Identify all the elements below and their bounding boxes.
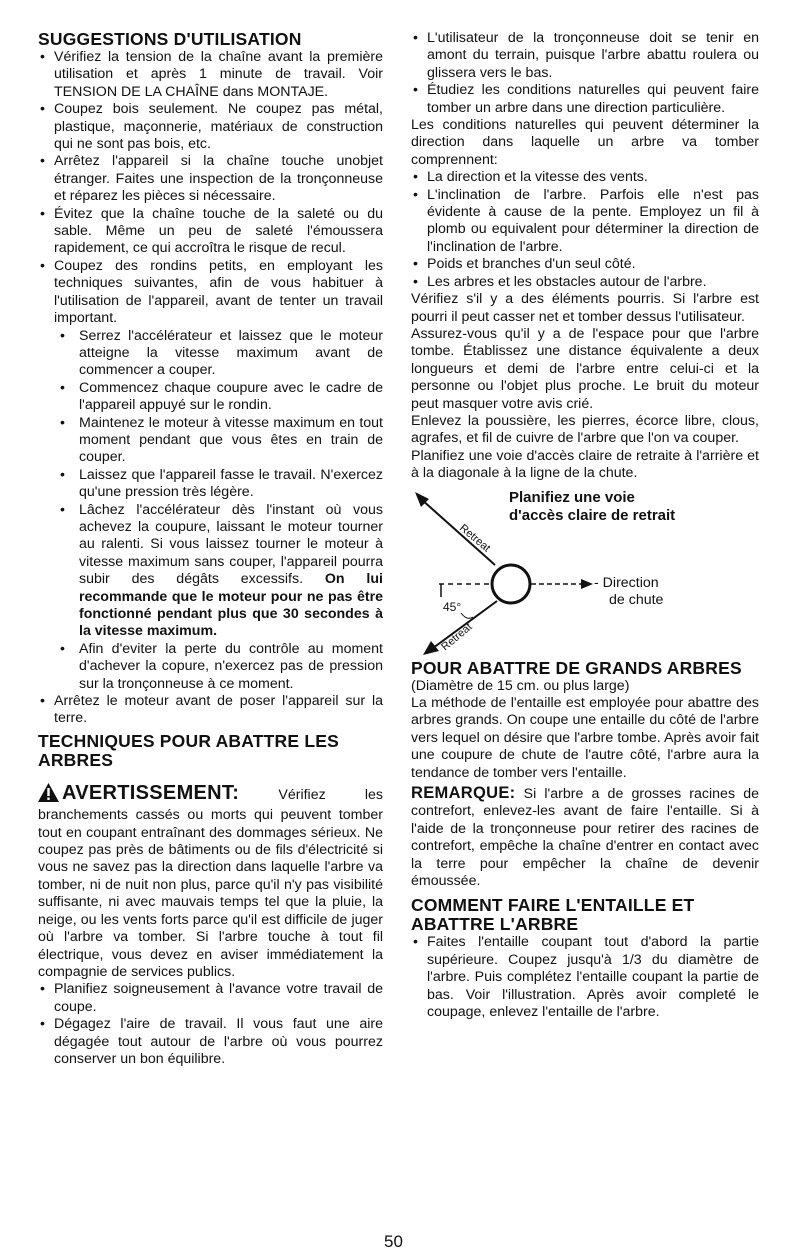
list-item: • Afin d'eviter la perte du contrôle au moment d'achever la copure, n'exercez pas de pression sur la tronçonneuse à ce moment. bbox=[38, 641, 383, 693]
list-item: • Étudiez les conditions naturelles qui peuvent faire tomber un arbre dans une direction particulière. bbox=[411, 82, 759, 117]
suggestions-list bbox=[38, 49, 383, 328]
paragraph: Planifiez une voie d'accès claire de retraite à l'arrière et à la diagonale à la ligne de la chute. bbox=[411, 447, 759, 482]
stop-engine-list bbox=[38, 693, 383, 728]
warning-label: AVERTISSEMENT: bbox=[62, 781, 240, 804]
section-heading-notch: COMMENT FAIRE L'ENTAILLE ET ABATTRE L'ARBRE bbox=[411, 895, 695, 935]
technique-sublist bbox=[38, 328, 383, 694]
lower-retreat-arrowhead bbox=[423, 641, 439, 655]
right-column bbox=[411, 30, 759, 1021]
note-paragraph bbox=[411, 785, 759, 890]
diagram-title-line: Planifiez une voie bbox=[509, 488, 635, 506]
recommendation-text: On lui recommande que le moteur pour ne pas être fonctionné pendant plus que 30 secondes à la vitesse maximum. bbox=[79, 571, 383, 640]
list-item: • Arrêtez l'appareil si la chaîne touche unobjet étranger. Faites une inspection de la tronçonneuse et réparez les pièces si nécessaire. bbox=[38, 153, 383, 205]
list-item-text: Lâchez l'accélérateur dès l'instant où vous achevez la coupure, laissant le moteur tourner au ralenti. Si vous laissez tourner le moteur à vitesse maximum sans couper, l'appareil pourra subir des dégâts excessifs. bbox=[79, 501, 383, 588]
conditions-list bbox=[411, 169, 759, 291]
warning-text: Vérifiez les branchements cassés ou morts qui peuvent tomber tout en coupant entraînant des dommages sérieux. Ne coupez pas près de bâtiments ou de fils d'électricité si vous ne savez pas la direction dans laquelle l'arbre va tomber, ni de nuit non plus, parce qu'il n'y pas visibilité suffisante, ni avec mauvais temps tel que la pluie, la neige, ou les vents forts parce qu'il est difficile de juger où l'arbre va tomber. Si l'arbre touche à tout fil électrique, vous devez en aviser immédiatement la compagnie de services publics. bbox=[38, 786, 383, 980]
note-text: Si l'arbre a de grosses racines de contrefort, enlevez-les avant de faire l'entaille. Si à l'aide de la tronçonneuse pour retirer des racines de contrefort, empêche la chaîne d'entrer en contact avec la terre pour empêcher la chaîne de devenir émoussée. bbox=[411, 786, 759, 890]
fall-direction-arrowhead bbox=[581, 579, 593, 589]
list-item: • L'utilisateur de la tronçonneuse doit se tenir en amont du terrain, puisque l'arbre abattu roulera ou glissera vers le bas. bbox=[411, 30, 759, 82]
list-item: • Laissez que l'appareil fasse le travail. N'exercez qu'une pression très légère. bbox=[38, 467, 383, 502]
retreat-diagram-graphic bbox=[411, 489, 759, 659]
list-item: • Coupez bois seulement. Ne coupez pas métal, plastique, maçonnerie, matériaux de construction qui ne sont pas bois, etc. bbox=[38, 101, 383, 153]
operator-list bbox=[411, 30, 759, 117]
retreat-path-diagram bbox=[411, 489, 759, 659]
list-item: • Commencez chaque coupure avec le cadre de l'appareil appuyé sur le rondin. bbox=[38, 380, 383, 415]
list-item: • L'inclination de l'arbre. Parfois elle n'est pas évidente à cause de la pente. Employez un fil à plomb ou equivalent pour déterminer la direction de l'inclination de l'arbre. bbox=[411, 187, 759, 257]
list-item: • Les arbres et les obstacles autour de l'arbre. bbox=[411, 274, 759, 291]
list-item bbox=[38, 502, 383, 641]
paragraph: Enlevez la poussière, les pierres, écorce libre, clous, agrafes, et fil de cuivre de l'arbre que l'on va couper. bbox=[411, 412, 759, 447]
list-item: • Serrez l'accélérateur et laissez que le moteur atteigne la vitesse maximum avant de commencer a couper. bbox=[38, 328, 383, 380]
tree-stump-outline bbox=[492, 565, 530, 603]
list-item: • Maintenez le moteur à vitesse maximum en tout moment pendant que vous êtes en train de couper. bbox=[38, 415, 383, 467]
warning-triangle-icon bbox=[38, 783, 59, 807]
lower-retreat-label: Retreat bbox=[439, 620, 475, 653]
list-item: • Planifiez soigneusement à l'avance votre travail de coupe. bbox=[38, 981, 383, 1016]
list-item: • Dégagez l'aire de travail. Il vous faut une aire dégagée tout autour de l'arbre où vous pourrez conserver un bon équilibre. bbox=[38, 1016, 383, 1068]
paragraph: Vérifiez s'il y a des éléments pourris. Si l'arbre est pourri il peut casser net et tomber dessus l'utilisateur. bbox=[411, 291, 759, 325]
paragraph: La méthode de l'entaille est employée pour abattre des arbres grands. On coupe une entaille du côté de l'arbre vers lequel on désire que l'arbre tombe. Après avoir fait une coupure de chute de l'autre côté, l'arbre aura la tendance de tomber vers l'entaille. bbox=[411, 694, 759, 781]
paragraph: Assurez-vous qu'il y a de l'espace pour que l'arbre tombe. Établissez une distance équivalente a deux longueurs et demi de l'arbre entre celui-ci et la personne ou l'objet plus proche. Le bruit du moteur peut masquer votre avis crié. bbox=[411, 325, 759, 412]
list-item: • Coupez des rondins petits, en employant les techniques suivantes, afin de vous habituer à l'utilisation de l'appareil, avant de tenter un travail important. bbox=[38, 258, 383, 328]
list-item: • Poids et branches d'un seul côté. bbox=[411, 256, 759, 273]
section-heading-techniques: TECHNIQUES POUR ABATTRE LES ARBRES bbox=[38, 730, 339, 770]
direction-label-line: de chute bbox=[609, 591, 664, 608]
list-item: • Arrêtez le moteur avant de poser l'appareil sur la terre. bbox=[38, 693, 383, 728]
list-item: • Vérifiez la tension de la chaîne avant la première utilisation et après 1 minute de travail. Voir TENSION DE LA CHAÎNE dans MONTAJE. bbox=[38, 49, 383, 101]
paragraph: (Diamètre de 15 cm. ou plus large) bbox=[411, 677, 630, 694]
diagram-title-line: d'accès claire de retrait bbox=[509, 506, 676, 524]
direction-label bbox=[594, 575, 663, 609]
warning-paragraph bbox=[38, 783, 383, 981]
paragraph: Les conditions naturelles qui peuvent déterminer la direction dans laquelle un arbre va tomber comprennent: bbox=[411, 117, 759, 168]
note-label: REMARQUE: bbox=[411, 784, 516, 802]
section-heading-suggestions: SUGGESTIONS D'UTILISATION bbox=[38, 29, 302, 49]
angle-label: 45° bbox=[443, 599, 462, 614]
page-number: 50 bbox=[384, 1232, 403, 1251]
notch-steps-list bbox=[411, 934, 759, 1021]
list-item: • Évitez que la chaîne touche de la saleté ou du sable. Même un peu de saleté l'émoussera rapidement, ce qui accroîtra le risque de recul. bbox=[38, 206, 383, 258]
upper-retreat-label: Retreat bbox=[457, 521, 493, 555]
direction-label-line: - Direction bbox=[594, 574, 659, 591]
planning-list bbox=[38, 981, 383, 1068]
left-column bbox=[38, 30, 383, 1068]
angle-arc bbox=[461, 613, 473, 618]
list-item: • La direction et la vitesse des vents. bbox=[411, 169, 759, 186]
list-item: • Faites l'entaille coupant tout d'abord la partie supérieure. Coupez jusqu'à 1/3 du diamètre de l'arbre. Puis complétez l'entaille coupant la partie de bas. Voir l'illustration. Après avoir completé le coupage, enlevez l'entaille de l'arbre. bbox=[411, 934, 759, 1021]
section-heading-big-trees: POUR ABATTRE DE GRANDS ARBRES bbox=[411, 657, 742, 678]
